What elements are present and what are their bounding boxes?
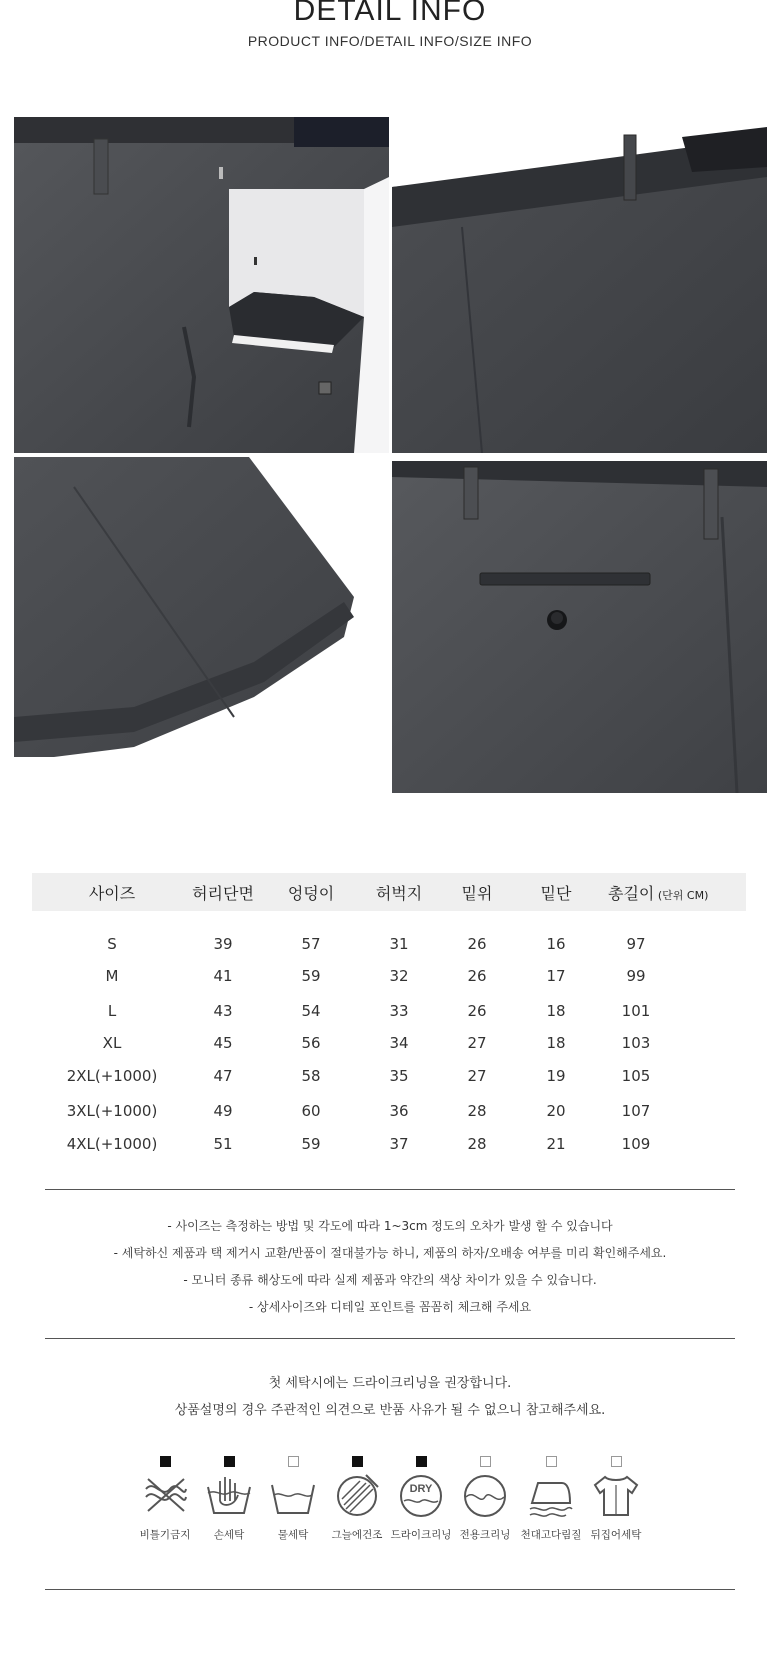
size-table-cell: 47 [213, 1067, 233, 1085]
size-header-label: 총길이 [608, 884, 655, 903]
size-table-cell: 99 [626, 967, 646, 985]
size-table-cell: 103 [621, 1034, 651, 1052]
size-unit-label: (단위 CM) [654, 889, 709, 902]
detail-photo-back-pocket [392, 457, 767, 793]
size-table-cell: 43 [213, 1002, 233, 1020]
size-table-cell: 27 [467, 1034, 487, 1052]
size-header-label: 사이즈 [88, 884, 136, 903]
size-table-cell: 51 [213, 1135, 233, 1153]
care-checkbox [288, 1456, 299, 1467]
care-checkbox [611, 1456, 622, 1467]
care-item [194, 1456, 264, 1542]
care-checkbox [352, 1456, 363, 1467]
care-label: 손세탁 [213, 1529, 245, 1541]
size-table-cell: 27 [467, 1067, 487, 1085]
size-table-cell: 109 [621, 1135, 651, 1153]
size-table-cell: 19 [546, 1067, 566, 1085]
size-table-cell: 28 [467, 1102, 487, 1120]
washing-note: 첫 세탁시에는 드라이크리닝을 권장합니다. [268, 1376, 512, 1391]
care-checkbox [546, 1456, 557, 1467]
size-header-label: 밑위 [461, 884, 493, 903]
size-header-label: 허리단면 [192, 884, 254, 903]
care-item [322, 1456, 392, 1542]
cloth-iron-icon [516, 1471, 586, 1521]
care-item [258, 1456, 328, 1542]
care-item [386, 1456, 456, 1542]
no-wring-icon [130, 1471, 200, 1521]
size-header-label: 허벅지 [375, 884, 423, 903]
special-clean-icon [450, 1471, 520, 1521]
size-table-cell: 20 [546, 1102, 566, 1120]
size-table-cell: 37 [389, 1135, 409, 1153]
size-table-cell: 58 [301, 1067, 321, 1085]
size-table-cell: 49 [213, 1102, 233, 1120]
note-line: - 세탁하신 제품과 택 제거시 교환/반품이 절대불가능 하니, 제품의 하자/오배송 여부를 미리 확인해주세요. [113, 1246, 667, 1260]
hand-wash-icon [194, 1471, 264, 1521]
size-header-label: 엉덩이 [287, 884, 335, 903]
care-checkbox [224, 1456, 235, 1467]
care-item [516, 1456, 586, 1542]
care-item [581, 1456, 651, 1542]
care-checkbox [416, 1456, 427, 1467]
care-label: 비틀기금지 [139, 1529, 191, 1541]
size-header-cell [608, 881, 708, 904]
water-wash-icon [258, 1471, 328, 1521]
size-table-cell: 21 [546, 1135, 566, 1153]
care-checkbox [160, 1456, 171, 1467]
page-subtitle: PRODUCT INFO/DETAIL INFO/SIZE INFO [247, 33, 533, 49]
size-table-cell: 97 [626, 935, 646, 953]
size-header-cell [501, 881, 611, 904]
size-table-cell: 26 [467, 1002, 487, 1020]
dry-clean-icon [386, 1471, 456, 1521]
size-table-cell: L [107, 1002, 117, 1020]
divider [45, 1189, 735, 1190]
care-label: 그늘에건조 [331, 1529, 383, 1541]
size-table-cell: 107 [621, 1102, 651, 1120]
care-label: 뒤집어세탁 [590, 1529, 642, 1541]
size-table-cell: M [105, 967, 119, 985]
note-line: - 상세사이즈와 디테일 포인트를 꼼꼼히 체크해 주세요 [248, 1300, 532, 1314]
size-table-cell: 59 [301, 1135, 321, 1153]
size-table-cell: 41 [213, 967, 233, 985]
size-table-cell: 28 [467, 1135, 487, 1153]
dry-clean-icon-text: DRY [409, 1483, 433, 1495]
care-checkbox [480, 1456, 491, 1467]
size-table-cell: 56 [301, 1034, 321, 1052]
size-table-cell: 59 [301, 967, 321, 985]
size-table-cell: 3XL(+1000) [66, 1102, 158, 1120]
shade-dry-icon [322, 1471, 392, 1521]
care-label: 전용크리닝 [459, 1529, 511, 1541]
size-table-cell: 60 [301, 1102, 321, 1120]
inside-out-wash-icon [581, 1471, 651, 1521]
page-title: DETAIL INFO [293, 0, 487, 27]
care-item [130, 1456, 200, 1542]
size-table-cell: 105 [621, 1067, 651, 1085]
size-table-cell: 18 [546, 1034, 566, 1052]
size-table-cell: 39 [213, 935, 233, 953]
size-table-cell: 33 [389, 1002, 409, 1020]
note-line: - 모니터 종류 해상도에 따라 실제 제품과 약간의 색상 차이가 있을 수 있습니다. [183, 1273, 597, 1287]
size-table-cell: 26 [467, 935, 487, 953]
size-table-cell: 17 [546, 967, 566, 985]
care-label: 물세탁 [277, 1529, 309, 1541]
size-table-cell: 26 [467, 967, 487, 985]
size-table-cell: 54 [301, 1002, 321, 1020]
divider [45, 1338, 735, 1339]
size-table-cell: 35 [389, 1067, 409, 1085]
size-table-cell: 45 [213, 1034, 233, 1052]
size-table-cell: 32 [389, 967, 409, 985]
size-table-cell: 2XL(+1000) [66, 1067, 158, 1085]
care-item [450, 1456, 520, 1542]
size-table-cell: 4XL(+1000) [66, 1135, 158, 1153]
size-table-cell: 36 [389, 1102, 409, 1120]
care-label: 천대고다림질 [520, 1529, 582, 1541]
size-table-cell: XL [102, 1034, 122, 1052]
washing-note: 상품설명의 경우 주관적인 의견으로 반품 사유가 될 수 없으니 참고해주세요. [174, 1403, 606, 1418]
size-header-cell [57, 881, 167, 904]
size-table-cell: 31 [389, 935, 409, 953]
detail-photo-front-fly [14, 117, 389, 453]
size-table-cell: 101 [621, 1002, 651, 1020]
size-table-cell: 34 [389, 1034, 409, 1052]
size-table-cell: S [107, 935, 117, 953]
size-table-cell: 18 [546, 1002, 566, 1020]
divider [45, 1589, 735, 1590]
size-table-cell: 57 [301, 935, 321, 953]
care-label: 드라이크리닝 [390, 1529, 452, 1541]
size-header-label: 밑단 [540, 884, 572, 903]
size-table-cell: 16 [546, 935, 566, 953]
detail-photo-waistband [392, 117, 767, 453]
note-line: - 사이즈는 측정하는 방법 및 각도에 따라 1~3cm 정도의 오차가 발생 할 수 있습니다 [167, 1219, 613, 1233]
detail-photo-hem [14, 457, 389, 793]
